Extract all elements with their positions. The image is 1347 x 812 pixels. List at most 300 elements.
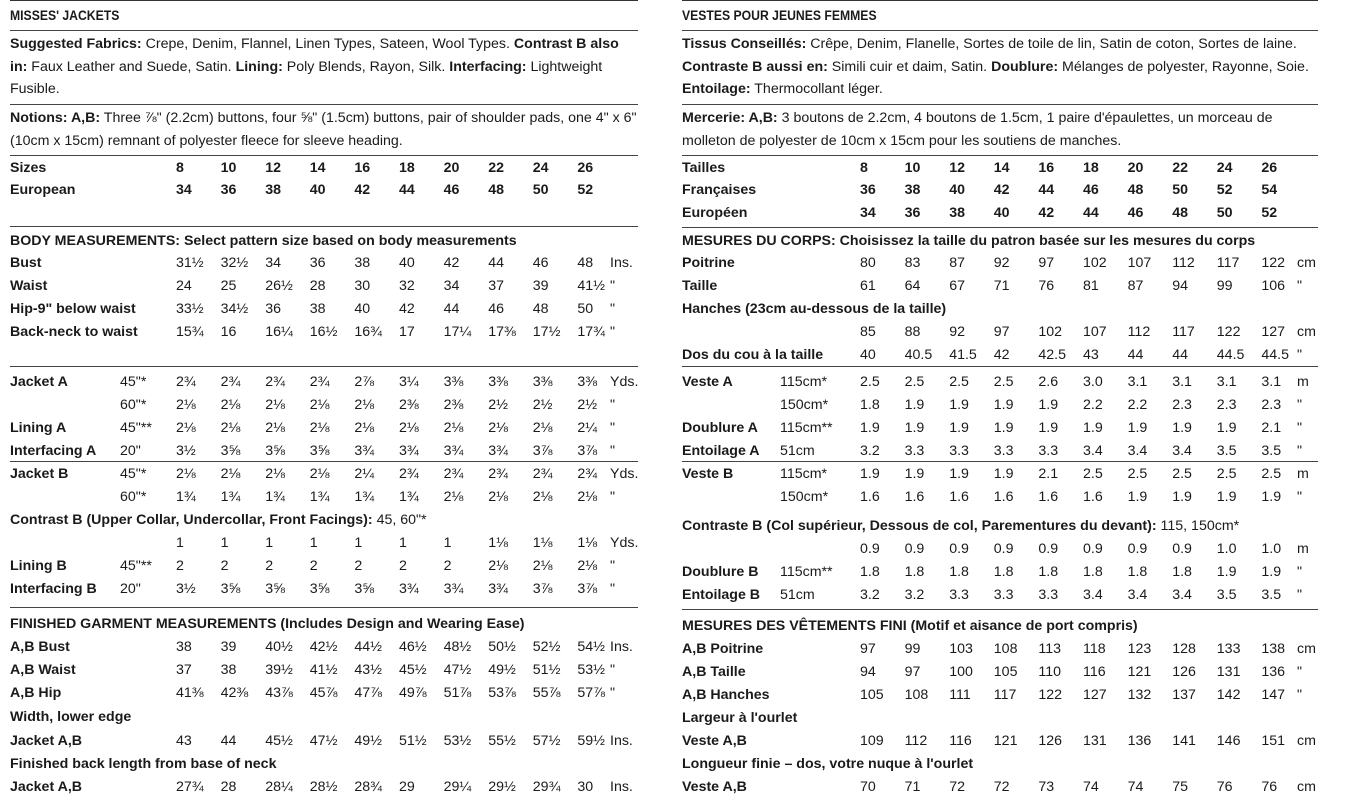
- section-heading: [10, 230, 517, 253]
- cell-value: 1.8: [1038, 564, 1059, 580]
- lining-text: Poly Blends, Rayon, Silk.: [282, 58, 450, 75]
- row-width: 150cm*: [780, 397, 829, 413]
- cell-value: 2⅛: [532, 489, 553, 505]
- cell-value: 3.3: [904, 443, 925, 459]
- cell-value: 39: [532, 278, 549, 294]
- cell-value: 2¾: [176, 374, 196, 390]
- divider: [10, 607, 638, 608]
- fabrics-paragraph: [10, 33, 638, 101]
- cell-value: 44: [1038, 182, 1055, 198]
- cell-value: 32½: [220, 255, 249, 271]
- cell-value: 1¾: [176, 489, 196, 505]
- cell-value: 57½: [532, 733, 561, 749]
- row-label: Jacket B: [10, 466, 69, 482]
- unit-label: ": [1297, 489, 1303, 505]
- cell-value: 92: [949, 324, 965, 340]
- row-label: Jacket A: [10, 374, 68, 390]
- cell-value: 2⅛: [176, 466, 196, 482]
- table-row: [682, 538, 1318, 561]
- cell-value: 2: [309, 558, 318, 574]
- row-width: 45"*: [120, 374, 147, 390]
- cell-value: 122: [1261, 255, 1286, 271]
- cell-value: 27¾: [176, 779, 204, 795]
- cell-value: 1.9: [1261, 489, 1282, 505]
- notions-text: Three ⅞" (2.2cm) buttons, four ⅝" (1.5cm) buttons, pair of shoulder pads, one 4" x 6" (10cm x 15cm) remnant of polyester fleece for sleeve heading.: [10, 110, 637, 149]
- cell-value: 22: [488, 160, 504, 176]
- cell-value: 1.0: [1216, 541, 1237, 557]
- cell-value: 1.9: [1172, 489, 1192, 505]
- cell-value: 108: [993, 641, 1018, 657]
- cell-value: 2.5: [860, 374, 880, 390]
- cell-value: 3¾: [399, 581, 419, 597]
- cell-value: 1.6: [949, 489, 969, 505]
- cell-value: 70: [860, 779, 876, 795]
- cell-value: 3.4: [1127, 587, 1148, 603]
- table-row: [682, 463, 1318, 486]
- heading-tail: 45, 60"*: [372, 512, 427, 528]
- cell-value: 0.9: [1038, 541, 1059, 557]
- unit-label: ": [610, 278, 616, 294]
- cell-value: 42: [399, 301, 415, 317]
- table-row: [10, 555, 638, 578]
- cell-value: 1: [443, 535, 452, 551]
- cell-value: 38: [265, 182, 281, 198]
- divider: [10, 226, 638, 227]
- cell-value: 44: [1172, 347, 1188, 363]
- cell-value: 53½: [443, 733, 472, 749]
- cell-value: 122: [1038, 687, 1063, 703]
- cell-value: 122: [1216, 324, 1241, 340]
- cell-value: 1⅛: [488, 535, 508, 551]
- cell-value: 1.9: [1261, 564, 1282, 580]
- cell-value: 3.1: [1127, 374, 1148, 390]
- cell-value: 71: [993, 278, 1010, 294]
- cell-value: 48: [1127, 182, 1144, 198]
- cell-value: 46: [532, 255, 549, 271]
- cell-value: 2¾: [443, 466, 464, 482]
- cell-value: 72: [949, 779, 965, 795]
- cell-value: 29¾: [532, 779, 561, 795]
- row-width: 150cm*: [780, 489, 829, 505]
- cell-value: 1.6: [904, 489, 925, 505]
- cell-value: 2.5: [1261, 466, 1282, 482]
- cell-value: 41.5: [949, 347, 977, 363]
- cell-value: 3¾: [443, 443, 464, 459]
- cell-value: 2.5: [1216, 466, 1237, 482]
- cell-value: 41½: [309, 662, 338, 678]
- cell-value: 2: [443, 558, 452, 574]
- cell-value: 48: [532, 301, 549, 317]
- cell-value: 1.9: [1216, 420, 1237, 436]
- heading-text: Width, lower edge: [10, 709, 132, 725]
- cell-value: 123: [1127, 641, 1152, 657]
- table-row: [682, 394, 1318, 417]
- cell-value: 3⅝: [265, 443, 285, 459]
- unit-label: Ins.: [610, 733, 633, 749]
- cell-value: 97: [1038, 255, 1055, 271]
- cell-value: 42: [993, 347, 1010, 363]
- cell-value: 1.9: [993, 466, 1014, 482]
- cell-value: 49½: [354, 733, 383, 749]
- divider: [10, 104, 638, 105]
- unit-label: ": [1297, 664, 1303, 680]
- table-row: [10, 636, 638, 659]
- cell-value: 3.3: [1038, 443, 1059, 459]
- cell-value: 75: [1172, 779, 1188, 795]
- row-label: Poitrine: [682, 255, 735, 271]
- divider: [682, 609, 1318, 610]
- cell-value: 132: [1127, 687, 1152, 703]
- cell-value: 2⅛: [354, 420, 375, 436]
- cell-value: 0.9: [949, 541, 969, 557]
- cell-value: 47½: [309, 733, 338, 749]
- cell-value: 0.9: [1172, 541, 1192, 557]
- cell-value: 37: [176, 662, 192, 678]
- unit-label: ": [610, 489, 616, 505]
- cell-value: 138: [1261, 641, 1286, 657]
- cell-value: 108: [904, 687, 929, 703]
- european-row: [10, 179, 638, 202]
- cell-value: 39½: [265, 662, 293, 678]
- cell-value: 44: [1083, 205, 1099, 221]
- unit-label: cm: [1297, 733, 1316, 749]
- heading-tail: 115, 150cm*: [1156, 518, 1240, 534]
- interfacing-text: Lightweight Fusible.: [10, 58, 603, 97]
- cell-value: 36: [265, 301, 281, 317]
- cell-value: 109: [860, 733, 884, 749]
- cell-value: 8: [860, 160, 868, 176]
- cell-value: 2⅛: [309, 466, 330, 482]
- contrast-text: Simili cuir et daim, Satin.: [827, 58, 992, 75]
- contrast-text: Faux Leather and Suede, Satin.: [27, 58, 236, 75]
- notions-label: Notions: A,B:: [10, 110, 101, 126]
- cell-value: 3.2: [860, 443, 880, 459]
- cell-value: 39: [220, 639, 237, 655]
- cell-value: 38: [354, 255, 371, 271]
- cell-value: 50½: [488, 639, 516, 655]
- unit-label: Ins.: [610, 639, 633, 655]
- cell-value: 49½: [488, 662, 516, 678]
- table-row: [682, 440, 1318, 463]
- cell-value: 46: [443, 182, 460, 198]
- cell-value: 1.9: [1216, 489, 1237, 505]
- cell-value: 3⅝: [309, 443, 330, 459]
- cell-value: 42⅜: [220, 685, 249, 701]
- cell-value: 110: [1038, 664, 1062, 680]
- cell-value: 50: [1172, 182, 1188, 198]
- cell-value: 2⅛: [176, 420, 196, 436]
- cell-value: 2⅛: [176, 397, 196, 413]
- cell-value: 2.2: [1127, 397, 1148, 413]
- cell-value: 28¼: [265, 779, 293, 795]
- table-row: [682, 321, 1318, 344]
- cell-value: 44: [399, 182, 415, 198]
- cell-value: 55½: [488, 733, 516, 749]
- cell-value: 43: [176, 733, 192, 749]
- cell-value: 2½: [577, 397, 598, 413]
- top-rule: [682, 0, 1318, 1]
- cell-value: 28¾: [354, 779, 383, 795]
- unit-label: Ins.: [610, 255, 633, 271]
- cell-value: 46: [1127, 205, 1144, 221]
- europeen-row: [682, 202, 1318, 225]
- cell-value: 1.9: [1083, 420, 1103, 436]
- cell-value: 1.9: [904, 420, 925, 436]
- cell-value: 38: [949, 205, 965, 221]
- cell-value: 121: [993, 733, 1018, 749]
- cell-value: 0.9: [860, 541, 880, 557]
- row-label: Interfacing B: [10, 581, 97, 597]
- cell-value: 54½: [577, 639, 606, 655]
- cell-value: 46: [488, 301, 504, 317]
- cell-value: 3.3: [1038, 587, 1059, 603]
- unit-label: m: [1297, 541, 1309, 557]
- cell-value: 16¾: [354, 324, 383, 340]
- cell-value: 16: [220, 324, 237, 340]
- cell-value: 10: [220, 160, 237, 176]
- cell-value: 25: [220, 278, 237, 294]
- cell-value: 2.3: [1172, 397, 1192, 413]
- cell-value: 2⅜: [443, 397, 464, 413]
- cell-value: 12: [265, 160, 281, 176]
- row-width: 45"*: [120, 466, 147, 482]
- cell-value: 2⅛: [399, 420, 419, 436]
- cell-value: 1.9: [949, 466, 969, 482]
- cell-value: 97: [904, 664, 921, 680]
- cell-value: 3⅞: [577, 443, 598, 459]
- cell-value: 18: [1083, 160, 1099, 176]
- cell-value: 17¼: [443, 324, 472, 340]
- french-title: VESTES POUR JEUNES FEMMES: [682, 8, 877, 24]
- cell-value: 1.0: [1261, 541, 1282, 557]
- cell-value: 8: [176, 160, 184, 176]
- cell-value: 81: [1083, 278, 1099, 294]
- cell-value: 117: [993, 687, 1017, 703]
- cell-value: 42: [1038, 205, 1055, 221]
- table-row: [682, 730, 1318, 753]
- cell-value: 3½: [176, 443, 196, 459]
- cell-value: 50: [532, 182, 549, 198]
- cell-value: 105: [993, 664, 1018, 680]
- cell-value: 118: [1083, 641, 1106, 657]
- interfacing-text: Thermocollant léger.: [750, 81, 883, 97]
- cell-value: 2⅞: [354, 374, 375, 390]
- cell-value: 51½: [532, 662, 561, 678]
- cell-value: 116: [949, 733, 972, 749]
- cell-value: 3.3: [949, 587, 969, 603]
- cell-value: 44½: [354, 639, 383, 655]
- cell-value: 3.2: [860, 587, 880, 603]
- unit-label: ": [610, 581, 616, 597]
- cell-value: 72: [993, 779, 1010, 795]
- cell-value: 151: [1261, 733, 1286, 749]
- cell-value: 48: [1172, 205, 1188, 221]
- cell-value: 2¼: [354, 466, 375, 482]
- cell-value: 2¾: [532, 466, 553, 482]
- row-label: Européen: [682, 205, 748, 221]
- cell-value: 1.8: [993, 564, 1014, 580]
- cell-value: 1.6: [1083, 489, 1103, 505]
- cell-value: 3½: [176, 581, 196, 597]
- divider: [682, 461, 1318, 462]
- cell-value: 24: [1216, 160, 1233, 176]
- cell-value: 43: [1083, 347, 1099, 363]
- cell-value: 2⅛: [265, 397, 285, 413]
- cell-value: 3.5: [1261, 587, 1282, 603]
- cell-value: 142: [1216, 687, 1241, 703]
- notions-paragraph: [682, 107, 1318, 152]
- row-label: Waist: [10, 278, 48, 294]
- divider: [682, 30, 1318, 31]
- cell-value: 52½: [532, 639, 561, 655]
- unit-label: ": [1297, 420, 1303, 436]
- row-width: 115cm**: [780, 420, 833, 436]
- cell-value: 42½: [309, 639, 338, 655]
- unit-label: cm: [1297, 255, 1316, 271]
- cell-value: 76: [1038, 278, 1055, 294]
- cell-value: 1.9: [1172, 420, 1192, 436]
- unit-label: Ins.: [610, 779, 633, 795]
- cell-value: 48½: [443, 639, 472, 655]
- row-width: 20": [120, 443, 141, 459]
- row-width: 45"**: [120, 420, 152, 436]
- cell-value: 2⅛: [443, 420, 464, 436]
- cell-value: 59½: [577, 733, 606, 749]
- cell-value: 1⅛: [577, 535, 598, 551]
- table-row: [10, 252, 638, 275]
- cell-value: 2.2: [1083, 397, 1103, 413]
- row-width: 115cm*: [780, 374, 828, 390]
- divider: [10, 30, 638, 31]
- heading-text: MESURES DU CORPS: Choisissez la taille du patron basée sur les mesures du corps: [682, 233, 1256, 249]
- unit-label: ": [1297, 397, 1303, 413]
- cell-value: 42: [993, 182, 1010, 198]
- cell-value: 1: [220, 535, 229, 551]
- cell-value: 131: [1083, 733, 1107, 749]
- cell-value: 61: [860, 278, 876, 294]
- cell-value: 36: [904, 205, 921, 221]
- cell-value: 41⅜: [176, 685, 204, 701]
- cell-value: 147: [1261, 687, 1286, 703]
- row-label: A,B Taille: [682, 664, 746, 680]
- cell-value: 83: [904, 255, 921, 271]
- cell-value: 2.1: [1038, 466, 1059, 482]
- row-width: 45"**: [120, 558, 152, 574]
- table-row: [682, 344, 1318, 367]
- cell-value: 85: [860, 324, 876, 340]
- cell-value: 40: [354, 301, 371, 317]
- row-label: Doublure B: [682, 564, 759, 580]
- row-label: Jacket A,B: [10, 733, 83, 749]
- unit-label: m: [1297, 374, 1309, 390]
- cell-value: 2⅛: [265, 466, 285, 482]
- fabrics-label: Tissus Conseillés:: [682, 36, 807, 52]
- cell-value: 14: [993, 160, 1010, 176]
- unit-label: ": [1297, 347, 1303, 363]
- cell-value: 1: [176, 535, 184, 551]
- cell-value: 3⅞: [577, 581, 598, 597]
- cell-value: 1.9: [860, 466, 880, 482]
- cell-value: 1.9: [1038, 420, 1059, 436]
- cell-value: 38: [904, 182, 921, 198]
- cell-value: 48: [577, 255, 594, 271]
- cell-value: 17¾: [577, 324, 606, 340]
- cell-value: 107: [1127, 255, 1152, 271]
- cell-value: 44: [488, 255, 504, 271]
- cell-value: 126: [1172, 664, 1196, 680]
- lining-text: Mélanges de polyester, Rayonne, Soie.: [1058, 58, 1309, 75]
- cell-value: 100: [949, 664, 973, 680]
- row-label: Veste A,B: [682, 733, 747, 749]
- cell-value: 0.9: [1083, 541, 1103, 557]
- cell-value: 24: [176, 278, 192, 294]
- cell-value: 3⅜: [443, 374, 464, 390]
- cell-value: 3⅜: [488, 374, 508, 390]
- cell-value: 2⅛: [265, 420, 285, 436]
- cell-value: 44: [1127, 347, 1144, 363]
- unit-label: Yds.: [610, 535, 639, 551]
- cell-value: 2⅛: [220, 420, 241, 436]
- cell-value: 32: [399, 278, 415, 294]
- french-column: [682, 0, 1318, 812]
- unit-label: cm: [1297, 779, 1316, 795]
- cell-value: 50: [577, 301, 594, 317]
- cell-value: 45½: [399, 662, 427, 678]
- cell-value: 15¾: [176, 324, 204, 340]
- cell-value: 18: [399, 160, 415, 176]
- cell-value: 3⅝: [220, 581, 241, 597]
- english-column: [10, 0, 638, 812]
- unit-label: ": [610, 558, 616, 574]
- cell-value: 1: [265, 535, 274, 551]
- table-row: [10, 321, 638, 344]
- cell-value: 3.5: [1261, 443, 1282, 459]
- table-row: [10, 532, 638, 555]
- unit-label: ": [1297, 278, 1303, 294]
- table-row: [10, 298, 638, 321]
- row-label: Bust: [10, 255, 42, 271]
- table-row: [682, 417, 1318, 440]
- cell-value: 16½: [309, 324, 338, 340]
- section-heading: [10, 753, 276, 776]
- cell-value: 0.9: [1127, 541, 1148, 557]
- cell-value: 26: [577, 160, 594, 176]
- cell-value: 16: [1038, 160, 1055, 176]
- row-width: 115cm*: [780, 466, 828, 482]
- cell-value: 136: [1261, 664, 1286, 680]
- table-row: [10, 776, 638, 799]
- cell-value: 17½: [532, 324, 561, 340]
- row-width: 20": [120, 581, 141, 597]
- unit-label: ": [610, 324, 616, 340]
- cell-value: 2⅛: [577, 489, 598, 505]
- cell-value: 2.5: [1083, 466, 1103, 482]
- cell-value: 51½: [399, 733, 427, 749]
- cell-value: 17⅜: [488, 324, 516, 340]
- cell-value: 87: [1127, 278, 1144, 294]
- unit-label: ": [610, 301, 616, 317]
- table-row: [10, 417, 638, 440]
- cell-value: 46½: [399, 639, 427, 655]
- cell-value: 3⅜: [577, 374, 598, 390]
- cell-value: 29½: [488, 779, 516, 795]
- notions-label: Mercerie: A,B:: [682, 110, 778, 126]
- cell-value: 2¾: [265, 374, 285, 390]
- cell-value: 67: [949, 278, 965, 294]
- cell-value: 2¾: [577, 466, 598, 482]
- cell-value: 45⅞: [309, 685, 338, 701]
- cell-value: 44: [220, 733, 237, 749]
